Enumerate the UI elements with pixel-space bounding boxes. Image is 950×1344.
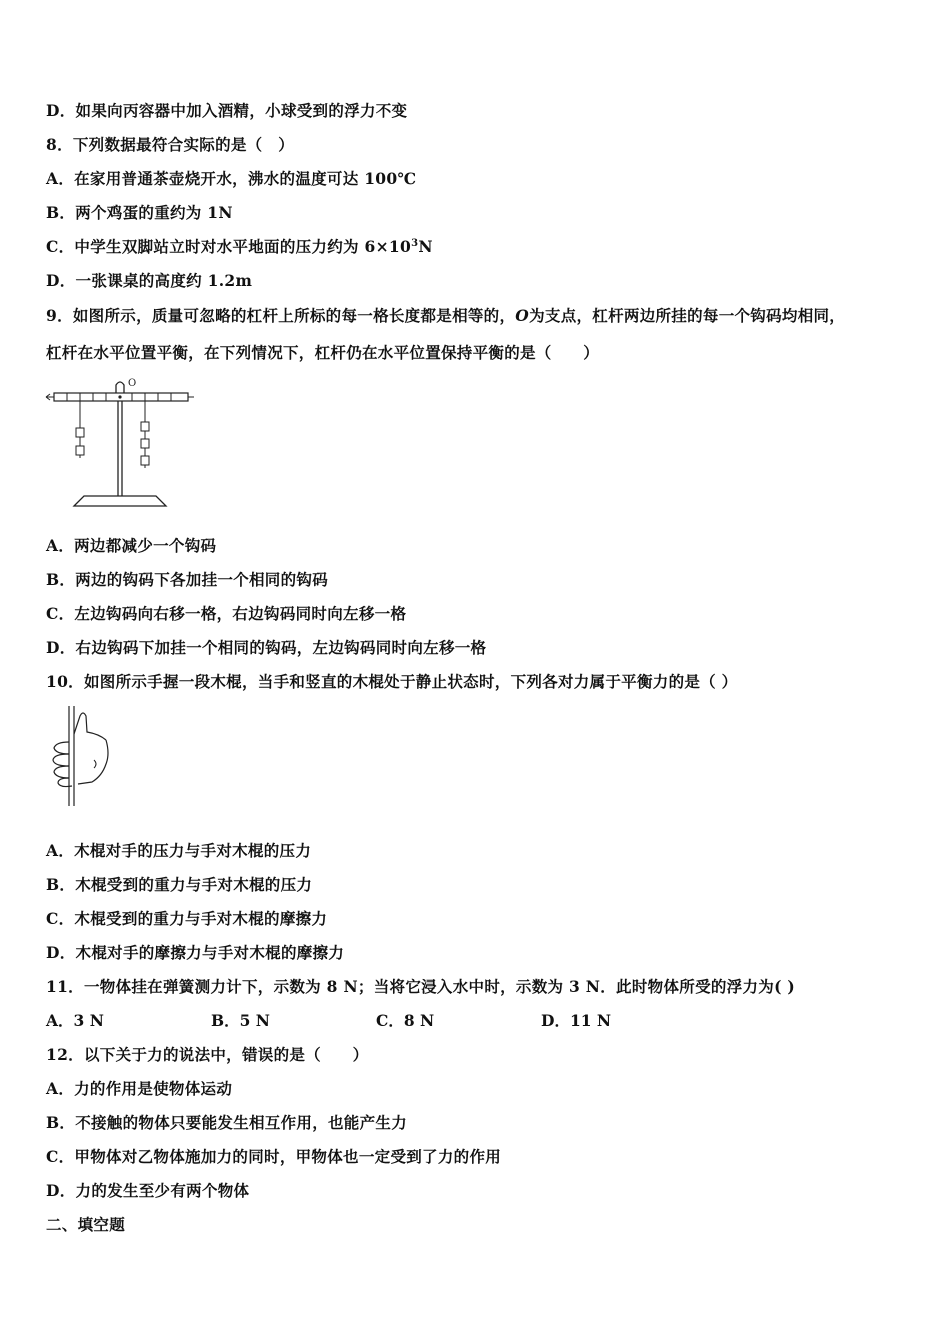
q8-option-c-exponent: 3: [411, 237, 419, 249]
lever-pivot-point: [118, 395, 121, 398]
q9-option-d: D．右边钩码下加挂一个相同的钩码，左边钩码同时向左移一格: [46, 638, 487, 657]
q10-stem: 10．如图所示手握一段木棍，当手和竖直的木棍处于静止状态时，下列各对力属于平衡力的是（ ）: [46, 672, 738, 691]
lever-pivot-label: O: [128, 378, 137, 389]
q10-option-d: D．木棍对手的摩擦力与手对木棍的摩擦力: [46, 943, 345, 962]
q8-option-d: D．一张课桌的高度约 1.2m: [46, 271, 253, 290]
lever-left-nut: [46, 394, 54, 400]
lever-figure: [40, 372, 200, 512]
left-weight-1: [76, 428, 84, 437]
hand-back: [78, 740, 108, 784]
q9-stem-line2: 杠杆在水平位置平衡，在下列情况下，杠杆仍在水平位置保持平衡的是（ ）: [46, 343, 600, 362]
q11-option-c: C．8 N: [376, 1011, 435, 1030]
q8-option-c-unit: N: [418, 237, 433, 256]
finger-3: [54, 766, 69, 778]
q12-option-a: A．力的作用是使物体运动: [46, 1079, 233, 1098]
stand-base: [74, 496, 166, 506]
q11-stem: 11．一物体挂在弹簧测力计下，示数为 8 N；当将它浸入水中时，示数为 3 N．此时物体所受的浮力为( ): [46, 977, 796, 996]
q9-stem-line1: [46, 305, 845, 327]
q10-option-c: C．木棍受到的重力与手对木棍的摩擦力: [46, 909, 328, 928]
q8-option-b: B．两个鸡蛋的重约为 1N: [46, 203, 233, 222]
finger-1: [54, 742, 69, 754]
finger-2: [53, 754, 69, 766]
q9-stem-post: 为支点，杠杆两边所挂的每一个钩码均相同，: [529, 306, 846, 325]
finger-4: [58, 778, 72, 787]
section-title-fill-blank: 二、填空题: [46, 1215, 126, 1234]
right-weight-1: [141, 422, 149, 431]
q11-option-d: D．11 N: [541, 1011, 612, 1030]
q11-option-b: B．5 N: [211, 1011, 270, 1030]
q10-option-a: A．木棍对手的压力与手对木棍的压力: [46, 841, 312, 860]
q8-stem: 8．下列数据最符合实际的是（ ）: [46, 135, 295, 154]
q12-option-d: D．力的发生至少有两个物体: [46, 1181, 250, 1200]
q8-option-c: [46, 236, 433, 258]
q8-option-c-text: C．中学生双脚站立时对水平地面的压力约为 6×10: [46, 237, 412, 256]
q9-stem-var-o: O: [515, 306, 530, 325]
right-weight-2: [141, 439, 149, 448]
right-weights: [141, 401, 149, 468]
hand-thumb: [74, 713, 106, 740]
lever-pivot-hook: [116, 382, 124, 393]
q9-option-a: A．两边都减少一个钩码: [46, 536, 217, 555]
q9-option-c: C．左边钩码向右移一格，右边钩码同时向左移一格: [46, 604, 407, 623]
q7-option-d: D．如果向丙容器中加入酒精，小球受到的浮力不变: [46, 101, 408, 120]
q12-option-b: B．不接触的物体只要能发生相互作用，也能产生力: [46, 1113, 408, 1132]
q8-option-a: A．在家用普通茶壶烧开水，沸水的温度可达 100℃: [46, 169, 417, 188]
q10-option-b: B．木棍受到的重力与手对木棍的压力: [46, 875, 313, 894]
q11-option-a: A．3 N: [46, 1011, 104, 1030]
q12-stem: 12．以下关于力的说法中，错误的是（ ）: [46, 1045, 369, 1064]
left-weight-2: [76, 446, 84, 455]
q9-option-b: B．两边的钩码下各加挂一个相同的钩码: [46, 570, 329, 589]
q9-stem-pre: 9．如图所示，质量可忽略的杠杆上所标的每一格长度都是相等的，: [46, 306, 516, 325]
right-weight-3: [141, 456, 149, 465]
q12-option-c: C．甲物体对乙物体施加力的同时，甲物体也一定受到了力的作用: [46, 1147, 502, 1166]
hand-knuckle: [94, 760, 96, 768]
left-weights: [76, 401, 84, 458]
hand-stick-figure: [44, 704, 116, 808]
